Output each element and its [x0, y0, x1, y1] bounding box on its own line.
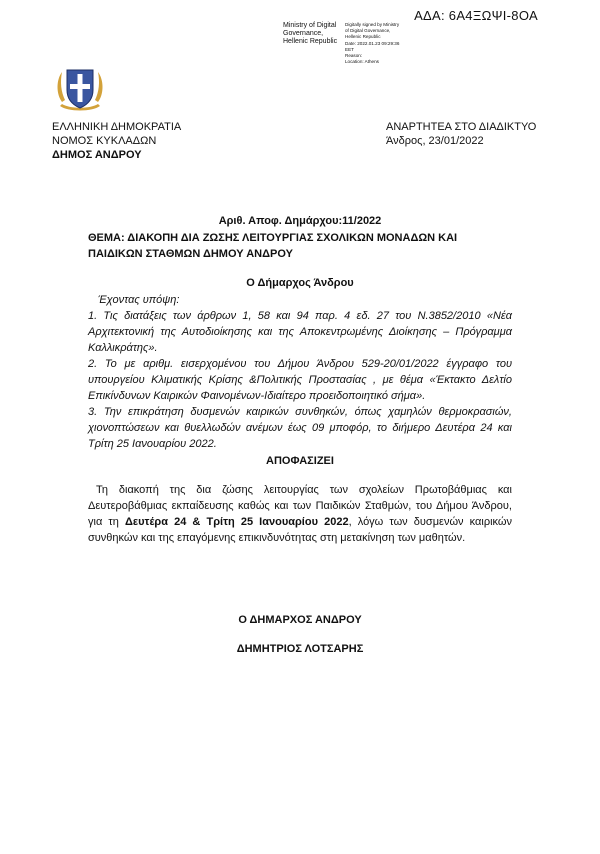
publication-header — [386, 120, 536, 148]
signature-detail-line: EET — [345, 46, 354, 52]
signature-detail-line: Date: 2022.01.23 09:29:36 — [345, 40, 400, 46]
publication-note: ΑΝΑΡΤΗΤΕΑ ΣΤΟ ΔΙΑΔΙΚΤΥΟ — [386, 121, 537, 133]
signature-details — [345, 22, 407, 65]
issuer-header — [52, 120, 181, 162]
issuer-prefecture: ΝΟΜΟΣ ΚΥΚΛΑΔΩΝ — [52, 135, 157, 147]
hellenic-coat-of-arms-icon — [52, 60, 108, 116]
signature-detail-line: Digitally signed by Ministry — [345, 22, 400, 27]
signature-detail-line: of Digital Governance, — [345, 28, 391, 34]
decision-text — [88, 482, 512, 546]
signature-detail-line: Location: Athens — [345, 59, 379, 65]
ada-code: ΑΔΑ: 6Α4ΞΩΨΙ-8ΟΑ — [414, 8, 538, 23]
decides-heading: ΑΠΟΦΑΣΙΖΕΙ — [266, 455, 334, 467]
decision-number: Αριθ. Αποφ. Δημάρχου:11/2022 — [218, 215, 382, 227]
digital-signature-block — [283, 22, 407, 65]
considering-item: 2. Το με αριθμ. εισερχομένου του Δήμου Άνδρου 529-20/01/2022 έγγραφο του υπουργείου Κλιματικής Κρίσης &Πολιτικής Προστασίας , με θέμα «Έκτακτο Δελτίο Επικίνδυνων Καιρικών Φαινομένων-Ιδιαίτερο προειδοποιητικό σήμα». — [88, 358, 512, 402]
issuer-country: ΕΛΛΗΝΙΚΗ ΔΗΜΟΚΡΑΤΙΑ — [52, 121, 182, 133]
mayor-heading: Ο Δήμαρχος Άνδρου — [246, 277, 354, 289]
signature-signer-line: Governance, — [283, 30, 324, 37]
signature-detail-line: Hellenic Republic — [345, 34, 381, 40]
considering-section — [88, 292, 512, 452]
decision-dates: Δευτέρα 24 & Τρίτη 25 Ιανουαρίου 2022 — [125, 516, 349, 528]
decision-text-part1: Τη διακοπή της δια ζώσης λειτουργίας των σχολείων Πρωτοβάθμιας και Δευτεροβάθμιας εκπαίδευσης καθώς και των Παιδικών Σταθμών, του Δήμου Άνδρου, για τη — [88, 484, 512, 528]
signature-detail-line: Reason: — [345, 53, 363, 59]
considering-label: Έχοντας υπόψη: — [98, 294, 180, 306]
place-date: Άνδρος, 23/01/2022 — [386, 135, 484, 147]
signature-signer-line: Ministry of Digital — [283, 22, 337, 29]
signatory-title: Ο ΔΗΜΑΡΧΟΣ ΑΝΔΡΟΥ — [238, 614, 362, 626]
subject-line: ΘΕΜΑ: ΔΙΑΚΟΠΗ ΔΙΑ ΖΩΣΗΣ ΛΕΙΤΟΥΡΓΙΑΣ ΣΧΟΛΙΚΩΝ ΜΟΝΑΔΩΝ ΚΑΙ ΠΑΙΔΙΚΩΝ ΣΤΑΘΜΩΝ ΔΗΜΟΥ ΑΝΔΡΟΥ — [88, 232, 458, 260]
considering-item: 1. Τις διατάξεις των άρθρων 1, 58 και 94 παρ. 4 εδ. 27 του Ν.3852/2010 «Νέα Αρχιτεκτονική της Αυτοδιοίκησης και της Αποκεντρωμένης Διοίκησης – Πρόγραμμα Καλλικράτης». — [88, 310, 512, 354]
considering-item: 3. Την επικράτηση δυσμενών καιρικών συνθηκών, όπως χαμηλών θερμοκρασιών, χιονοπτώσεων και θυελλωδών ανέμων έως 09 μποφόρ, το διήμερο Δευτέρα 24 και Τρίτη 25 Ιανουαρίου 2022. — [88, 406, 512, 450]
decision-text-part2: , λόγω των δυσμενών καιρικών συνθηκών και της επαγόμενης επικινδυνότητας στη μετακίνηση των μαθητών. — [88, 516, 512, 544]
signatory-name: ΔΗΜΗΤΡΙΟΣ ΛΟΤΣΑΡΗΣ — [236, 643, 364, 655]
issuer-municipality: ΔΗΜΟΣ ΑΝΔΡΟΥ — [52, 149, 142, 161]
signature-signer-line: Hellenic Republic — [283, 38, 338, 45]
signature-signer — [283, 22, 339, 65]
